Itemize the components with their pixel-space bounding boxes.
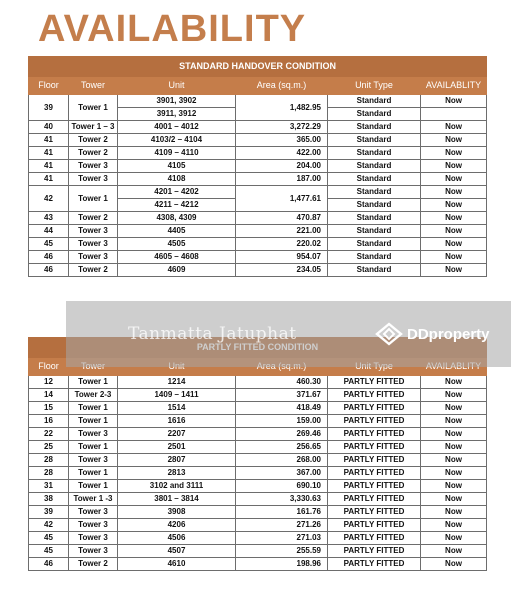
- unit-type-cell: Standard: [328, 199, 421, 212]
- unit-cell: 3908: [118, 506, 236, 519]
- area-cell: 204.00: [236, 160, 328, 173]
- availability-cell: Now: [421, 441, 487, 454]
- table-row: [29, 173, 487, 186]
- unit-cell: 2807: [118, 454, 236, 467]
- area-cell: 220.02: [236, 238, 328, 251]
- unit-type-cell: Standard: [328, 225, 421, 238]
- unit-cell: 4506: [118, 532, 236, 545]
- floor-cell: 43: [29, 212, 69, 225]
- floor-cell: 45: [29, 238, 69, 251]
- table-row: [29, 480, 487, 493]
- availability-cell: Now: [421, 402, 487, 415]
- unit-cell: 4507: [118, 545, 236, 558]
- area-cell: 161.76: [236, 506, 328, 519]
- area-cell: 418.49: [236, 402, 328, 415]
- unit-cell: 4605 – 4608: [118, 251, 236, 264]
- unit-cell: 3801 – 3814: [118, 493, 236, 506]
- ddproperty-logo-icon: [375, 322, 403, 346]
- tower-cell: Tower 1: [69, 186, 118, 212]
- tower-cell: Tower 3: [69, 454, 118, 467]
- availability-cell: Now: [421, 264, 487, 277]
- unit-cell: 1514: [118, 402, 236, 415]
- floor-cell: 41: [29, 134, 69, 147]
- availability-cell: Now: [421, 225, 487, 238]
- unit-cell: 4001 – 4012: [118, 121, 236, 134]
- tower-cell: Tower 1 – 3: [69, 121, 118, 134]
- brand-name: DDproperty: [407, 325, 490, 343]
- unit-cell: 4308, 4309: [118, 212, 236, 225]
- tower-cell: Tower 3: [69, 225, 118, 238]
- table-row: [29, 376, 487, 389]
- unit-cell: 3901, 3902: [118, 95, 236, 108]
- tower-cell: Tower 3: [69, 428, 118, 441]
- area-cell: 271.03: [236, 532, 328, 545]
- table-row: [29, 225, 487, 238]
- unit-type-cell: PARTLY FITTED: [328, 467, 421, 480]
- area-cell: 954.07: [236, 251, 328, 264]
- tower-cell: Tower 2: [69, 134, 118, 147]
- table-row: [29, 121, 487, 134]
- table-row: [29, 264, 487, 277]
- availability-cell: Now: [421, 251, 487, 264]
- unit-type-cell: PARTLY FITTED: [328, 402, 421, 415]
- unit-type-cell: Standard: [328, 160, 421, 173]
- floor-cell: 46: [29, 264, 69, 277]
- unit-cell: 4201 – 4202: [118, 186, 236, 199]
- table-caption: STANDARD HANDOVER CONDITION: [29, 57, 487, 77]
- availability-cell: Now: [421, 558, 487, 571]
- unit-type-cell: Standard: [328, 134, 421, 147]
- page-title: AVAILABILITY: [38, 8, 307, 50]
- floor-cell: 41: [29, 173, 69, 186]
- tower-cell: Tower 2: [69, 212, 118, 225]
- table-row: [29, 238, 487, 251]
- table-row: [29, 506, 487, 519]
- column-header: Floor: [29, 358, 69, 376]
- column-header: Tower: [69, 77, 118, 95]
- column-header: Area (sq.m.): [236, 77, 328, 95]
- unit-type-cell: PARTLY FITTED: [328, 545, 421, 558]
- availability-cell: Now: [421, 186, 487, 199]
- floor-cell: 40: [29, 121, 69, 134]
- area-cell: 367.00: [236, 467, 328, 480]
- tower-cell: Tower 1: [69, 376, 118, 389]
- availability-cell: Now: [421, 389, 487, 402]
- table-row: [29, 95, 487, 108]
- availability-cell: Now: [421, 95, 487, 108]
- availability-cell: Now: [421, 506, 487, 519]
- floor-cell: 39: [29, 506, 69, 519]
- area-cell: 365.00: [236, 134, 328, 147]
- area-cell: 690.10: [236, 480, 328, 493]
- floor-cell: 12: [29, 376, 69, 389]
- availability-cell: [421, 108, 487, 121]
- availability-cell: Now: [421, 147, 487, 160]
- table-row: [29, 147, 487, 160]
- availability-cell: Now: [421, 212, 487, 225]
- availability-cell: Now: [421, 532, 487, 545]
- floor-cell: 45: [29, 532, 69, 545]
- table-row: [29, 519, 487, 532]
- unit-cell: 4108: [118, 173, 236, 186]
- unit-type-cell: Standard: [328, 121, 421, 134]
- table-row: [29, 251, 487, 264]
- availability-cell: Now: [421, 173, 487, 186]
- area-cell: 422.00: [236, 147, 328, 160]
- unit-cell: 1214: [118, 376, 236, 389]
- floor-cell: 45: [29, 545, 69, 558]
- area-cell: 3,330.63: [236, 493, 328, 506]
- table-row: [29, 493, 487, 506]
- unit-type-cell: PARTLY FITTED: [328, 454, 421, 467]
- availability-cell: Now: [421, 493, 487, 506]
- table-row: [29, 532, 487, 545]
- unit-cell: 2207: [118, 428, 236, 441]
- availability-cell: Now: [421, 134, 487, 147]
- unit-type-cell: PARTLY FITTED: [328, 480, 421, 493]
- table-row: [29, 389, 487, 402]
- availability-cell: Now: [421, 199, 487, 212]
- area-cell: 255.59: [236, 545, 328, 558]
- column-header: Floor: [29, 77, 69, 95]
- availability-cell: Now: [421, 519, 487, 532]
- availability-cell: Now: [421, 160, 487, 173]
- tower-cell: Tower 3: [69, 506, 118, 519]
- area-cell: 198.96: [236, 558, 328, 571]
- unit-type-cell: Standard: [328, 264, 421, 277]
- area-cell: 1,477.61: [236, 186, 328, 212]
- unit-cell: 3911, 3912: [118, 108, 236, 121]
- floor-cell: 16: [29, 415, 69, 428]
- availability-cell: Now: [421, 545, 487, 558]
- unit-type-cell: PARTLY FITTED: [328, 415, 421, 428]
- column-header: Unit Type: [328, 77, 421, 95]
- tower-cell: Tower 3: [69, 545, 118, 558]
- unit-type-cell: PARTLY FITTED: [328, 493, 421, 506]
- unit-cell: 4105: [118, 160, 236, 173]
- unit-type-cell: Standard: [328, 173, 421, 186]
- tower-cell: Tower 1: [69, 415, 118, 428]
- tower-cell: Tower 3: [69, 251, 118, 264]
- unit-cell: 1616: [118, 415, 236, 428]
- floor-cell: 46: [29, 558, 69, 571]
- floor-cell: 28: [29, 467, 69, 480]
- floor-cell: 42: [29, 186, 69, 212]
- table-row: [29, 441, 487, 454]
- table-row: [29, 212, 487, 225]
- tower-cell: Tower 1: [69, 95, 118, 121]
- unit-cell: 4211 – 4212: [118, 199, 236, 212]
- table-row: [29, 428, 487, 441]
- unit-cell: 4405: [118, 225, 236, 238]
- tower-cell: Tower 3: [69, 160, 118, 173]
- table-row: [29, 402, 487, 415]
- unit-type-cell: Standard: [328, 108, 421, 121]
- column-header: Unit: [118, 77, 236, 95]
- floor-cell: 46: [29, 251, 69, 264]
- unit-cell: 4609: [118, 264, 236, 277]
- unit-cell: 4610: [118, 558, 236, 571]
- area-cell: 271.26: [236, 519, 328, 532]
- tower-cell: Tower 1: [69, 467, 118, 480]
- area-cell: 1,482.95: [236, 95, 328, 121]
- floor-cell: 42: [29, 519, 69, 532]
- unit-cell: 4206: [118, 519, 236, 532]
- unit-cell: 1409 – 1411: [118, 389, 236, 402]
- unit-type-cell: PARTLY FITTED: [328, 558, 421, 571]
- tower-cell: Tower 3: [69, 532, 118, 545]
- table-row: [29, 545, 487, 558]
- availability-cell: Now: [421, 480, 487, 493]
- unit-cell: 4505: [118, 238, 236, 251]
- area-cell: 256.65: [236, 441, 328, 454]
- tower-cell: Tower 1 -3: [69, 493, 118, 506]
- tower-cell: Tower 1: [69, 441, 118, 454]
- availability-cell: Now: [421, 238, 487, 251]
- table-row: [29, 467, 487, 480]
- unit-cell: 2501: [118, 441, 236, 454]
- tower-cell: Tower 2: [69, 147, 118, 160]
- unit-type-cell: PARTLY FITTED: [328, 532, 421, 545]
- area-cell: 470.87: [236, 212, 328, 225]
- availability-cell: Now: [421, 415, 487, 428]
- availability-cell: Now: [421, 454, 487, 467]
- table-row: [29, 134, 487, 147]
- area-cell: 269.46: [236, 428, 328, 441]
- tower-cell: Tower 2-3: [69, 389, 118, 402]
- unit-type-cell: Standard: [328, 147, 421, 160]
- unit-type-cell: Standard: [328, 95, 421, 108]
- tower-cell: Tower 2: [69, 264, 118, 277]
- table-row: [29, 454, 487, 467]
- table-row: [29, 186, 487, 199]
- unit-type-cell: PARTLY FITTED: [328, 519, 421, 532]
- tower-cell: Tower 1: [69, 402, 118, 415]
- table-row: [29, 558, 487, 571]
- floor-cell: 41: [29, 147, 69, 160]
- column-header: AVAILABLITY: [421, 77, 487, 95]
- watermark-name: Tanmatta Jatuphat: [128, 324, 297, 344]
- availability-cell: Now: [421, 376, 487, 389]
- unit-type-cell: Standard: [328, 186, 421, 199]
- floor-cell: 41: [29, 160, 69, 173]
- area-cell: 221.00: [236, 225, 328, 238]
- standard-handover-table: [28, 56, 487, 277]
- tower-cell: Tower 3: [69, 173, 118, 186]
- unit-type-cell: Standard: [328, 212, 421, 225]
- availability-cell: Now: [421, 428, 487, 441]
- availability-cell: Now: [421, 121, 487, 134]
- unit-cell: 4103/2 – 4104: [118, 134, 236, 147]
- area-cell: 371.67: [236, 389, 328, 402]
- floor-cell: 25: [29, 441, 69, 454]
- tower-cell: Tower 3: [69, 238, 118, 251]
- unit-type-cell: PARTLY FITTED: [328, 506, 421, 519]
- table-row: [29, 160, 487, 173]
- area-cell: 159.00: [236, 415, 328, 428]
- area-cell: 268.00: [236, 454, 328, 467]
- tower-cell: Tower 3: [69, 519, 118, 532]
- partly-fitted-table: [28, 337, 487, 571]
- unit-type-cell: Standard: [328, 251, 421, 264]
- floor-cell: 22: [29, 428, 69, 441]
- unit-cell: 4109 – 4110: [118, 147, 236, 160]
- area-cell: 234.05: [236, 264, 328, 277]
- availability-cell: Now: [421, 467, 487, 480]
- unit-cell: 2813: [118, 467, 236, 480]
- floor-cell: 39: [29, 95, 69, 121]
- unit-cell: 3102 and 3111: [118, 480, 236, 493]
- floor-cell: 14: [29, 389, 69, 402]
- floor-cell: 31: [29, 480, 69, 493]
- unit-type-cell: PARTLY FITTED: [328, 441, 421, 454]
- table-row: [29, 415, 487, 428]
- unit-type-cell: PARTLY FITTED: [328, 389, 421, 402]
- area-cell: 3,272.29: [236, 121, 328, 134]
- unit-type-cell: PARTLY FITTED: [328, 428, 421, 441]
- unit-type-cell: Standard: [328, 238, 421, 251]
- ddproperty-logo: [375, 322, 490, 346]
- floor-cell: 15: [29, 402, 69, 415]
- unit-type-cell: PARTLY FITTED: [328, 376, 421, 389]
- floor-cell: 38: [29, 493, 69, 506]
- tower-cell: Tower 1: [69, 480, 118, 493]
- area-cell: 187.00: [236, 173, 328, 186]
- floor-cell: 44: [29, 225, 69, 238]
- area-cell: 460.30: [236, 376, 328, 389]
- floor-cell: 28: [29, 454, 69, 467]
- tower-cell: Tower 2: [69, 558, 118, 571]
